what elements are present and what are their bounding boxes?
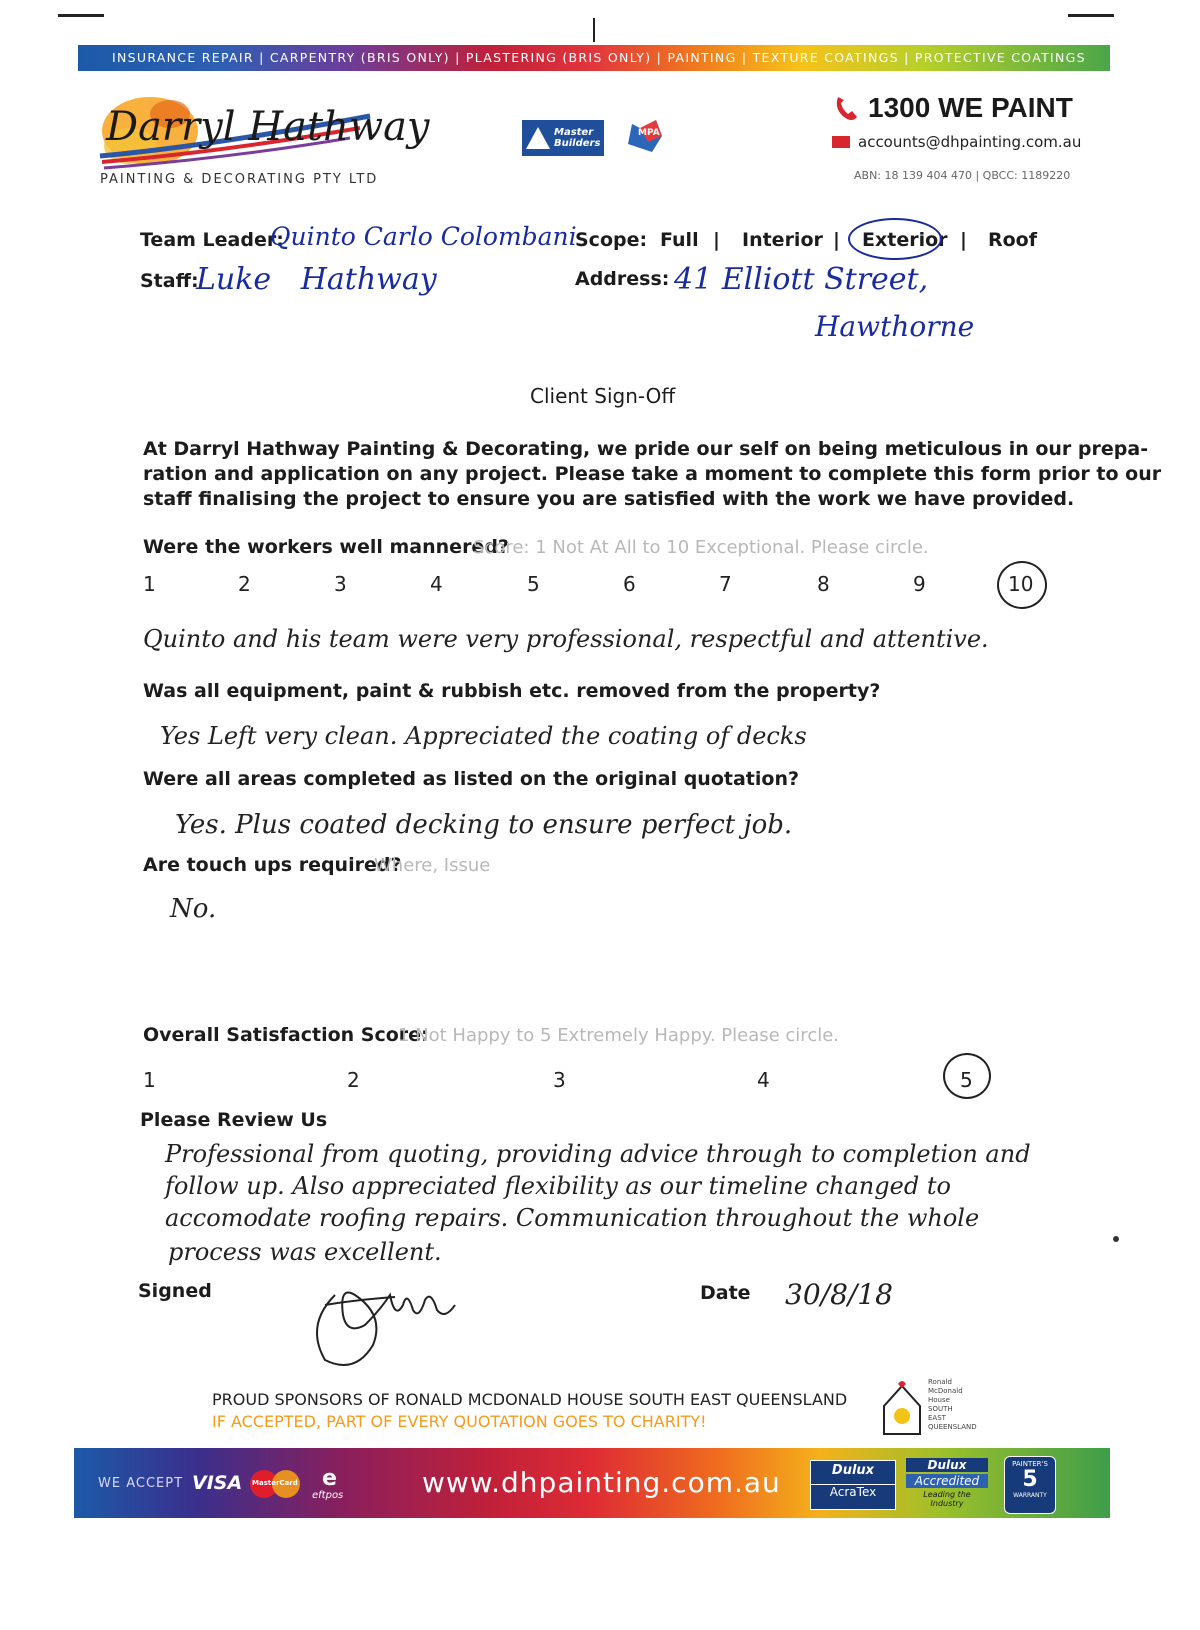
overall-label: Overall Satisfaction Score: <box>143 1024 429 1046</box>
scope-exterior: Exterior <box>862 229 948 251</box>
signature <box>295 1265 475 1375</box>
address-label: Address: <box>575 268 670 290</box>
q1-scale-4: 4 <box>430 572 443 596</box>
q2-label: Was all equipment, paint & rubbish etc. removed from the property? <box>143 680 881 702</box>
we-accept-text: WE ACCEPT <box>98 1476 184 1491</box>
logo-script: Darryl Hathway <box>106 104 430 150</box>
charity-line: IF ACCEPTED, PART OF EVERY QUOTATION GOES TO CHARITY! <box>212 1412 707 1431</box>
visa-text: VISA <box>192 1472 243 1494</box>
phone-block <box>830 92 1073 124</box>
warranty-top: PAINTER'S <box>1012 1460 1048 1468</box>
q1-scale-10: 10 <box>1008 572 1034 596</box>
mastercard-icon <box>250 1470 300 1498</box>
date-value: 30/8/18 <box>785 1278 893 1311</box>
dulux-acratex-top: Dulux <box>831 1463 875 1478</box>
q1-scale-2: 2 <box>238 572 251 596</box>
q1-scale-9: 9 <box>913 572 926 596</box>
q1-scale-5: 5 <box>527 572 540 596</box>
q1-hint: Score: 1 Not At All to 10 Exceptional. Please circle. <box>473 537 929 558</box>
staff-value: Luke Hathway <box>196 262 437 297</box>
staff-label: Staff: <box>140 270 199 292</box>
scan-mark-top <box>593 18 595 42</box>
email-text: accounts@dhpainting.com.au <box>858 133 1082 151</box>
date-label: Date <box>700 1282 751 1304</box>
form-title: Client Sign-Off <box>530 384 676 408</box>
scan-mark-right <box>1068 14 1114 17</box>
review-line-2: follow up. Also appreciated flexibility as our timeline changed to <box>165 1172 951 1200</box>
company-logo <box>90 86 430 181</box>
q3-label: Were all areas completed as listed on the original quotation? <box>143 768 799 790</box>
envelope-icon <box>832 136 850 148</box>
warranty-num: 5 <box>1022 1467 1038 1492</box>
intro-line-1: At Darryl Hathway Painting & Decorating, we pride our self on being meticulous in our prepa- <box>143 438 1149 460</box>
master-builders-text: Master Builders <box>554 127 601 149</box>
master-builders-badge <box>522 120 604 156</box>
scope-sep-2: | <box>833 229 840 251</box>
triangle-icon <box>526 127 550 149</box>
abn-text: ABN: 18 139 404 470 | QBCC: 1189220 <box>854 169 1071 182</box>
review-label: Please Review Us <box>140 1109 328 1131</box>
scope-label: Scope: <box>575 229 648 251</box>
scan-mark-left <box>58 14 104 17</box>
footer-band <box>74 1448 1110 1518</box>
dulux-acratex-bottom: AcraTex <box>811 1484 895 1499</box>
dulux-accredited-top: Dulux <box>906 1458 988 1472</box>
website-link[interactable]: www.dhpainting.com.au <box>422 1466 781 1499</box>
house-heart-icon <box>880 1378 924 1438</box>
q4-answer: No. <box>170 894 217 924</box>
rmh-logo-text: Ronald McDonald House SOUTH EAST QUEENSLAND <box>928 1378 977 1431</box>
q3-answer: Yes. Plus coated decking to ensure perfect job. <box>175 810 793 840</box>
scope-sep-1: | <box>713 229 720 251</box>
intro-line-3: staff finalising the project to ensure you are satisfied with the work we have provided. <box>143 488 1075 510</box>
rmh-logo <box>880 1378 977 1440</box>
team-leader-label: Team Leader: <box>140 229 284 251</box>
eftpos-icon: e eftpos <box>312 1466 344 1501</box>
q1-label: Were the workers well mannered? <box>143 536 509 558</box>
dulux-accredited-mid: Accredited <box>906 1474 988 1488</box>
overall-scale-2: 2 <box>347 1068 360 1092</box>
q4-label: Are touch ups required? <box>143 854 402 876</box>
mpa-badge <box>622 114 668 160</box>
q1-scale-3: 3 <box>334 572 347 596</box>
address-line2: Hawthorne <box>815 310 975 343</box>
q1-selected-circle <box>997 561 1047 609</box>
dulux-accredited-badge <box>906 1458 988 1514</box>
mastercard-text: MasterCard <box>252 1479 298 1487</box>
signature-drawing <box>295 1265 475 1375</box>
q1-scale-6: 6 <box>623 572 636 596</box>
overall-scale-1: 1 <box>143 1068 156 1092</box>
review-line-4: process was excellent. <box>168 1238 442 1266</box>
warranty-bottom: WARRANTY <box>1013 1492 1047 1499</box>
address-line1: 41 Elliott Street, <box>674 262 929 297</box>
signed-label: Signed <box>138 1280 212 1302</box>
dulux-acratex-badge <box>810 1460 896 1510</box>
scope-roof: Roof <box>988 229 1038 251</box>
services-band <box>78 45 1110 71</box>
services-band-text: INSURANCE REPAIR | CARPENTRY (BRIS ONLY) | PLASTERING (BRIS ONLY) | PAINTING | TEXTURE COATINGS | PROTECTIVE COATINGS <box>112 50 1086 65</box>
overall-selected-circle <box>943 1053 991 1099</box>
q2-answer: Yes Left very clean. Appreciated the coating of decks <box>160 722 807 750</box>
overall-scale-5: 5 <box>960 1068 973 1092</box>
q1-scale-8: 8 <box>817 572 830 596</box>
company-subtitle: PAINTING & DECORATING PTY LTD <box>100 172 379 187</box>
warranty-badge <box>1004 1456 1056 1514</box>
eftpos-text: eftpos <box>312 1490 344 1501</box>
overall-scale-3: 3 <box>553 1068 566 1092</box>
phone-number: 1300 WE PAINT <box>868 92 1073 123</box>
scope-full: Full <box>660 229 699 251</box>
q1-answer: Quinto and his team were very professional, respectful and attentive. <box>143 625 989 653</box>
q4-hint: Where, Issue <box>374 855 491 876</box>
review-line-3: accomodate roofing repairs. Communication throughout the whole <box>165 1204 980 1232</box>
overall-scale-4: 4 <box>757 1068 770 1092</box>
q1-scale-7: 7 <box>719 572 732 596</box>
email-block <box>832 133 1081 151</box>
sponsor-line: PROUD SPONSORS OF RONALD MCDONALD HOUSE SOUTH EAST QUEENSLAND <box>212 1390 848 1409</box>
phone-icon <box>830 93 860 123</box>
q1-scale-1: 1 <box>143 572 156 596</box>
overall-hint: 1 Not Happy to 5 Extremely Happy. Please circle. <box>398 1025 840 1046</box>
scope-exterior-circle <box>848 218 942 260</box>
team-leader-value: Quinto Carlo Colombani <box>270 222 577 251</box>
intro-line-2: ration and application on any project. Please take a moment to complete this form prior to our <box>143 463 1162 485</box>
scope-sep-3: | <box>960 229 967 251</box>
review-line-1: Professional from quoting, providing advice through to completion and <box>165 1140 1031 1168</box>
scan-dot <box>1113 1236 1119 1242</box>
dulux-accredited-bottom: Leading the Industry <box>923 1490 971 1508</box>
mpa-text: MPA <box>638 128 660 138</box>
scope-interior: Interior <box>742 229 823 251</box>
